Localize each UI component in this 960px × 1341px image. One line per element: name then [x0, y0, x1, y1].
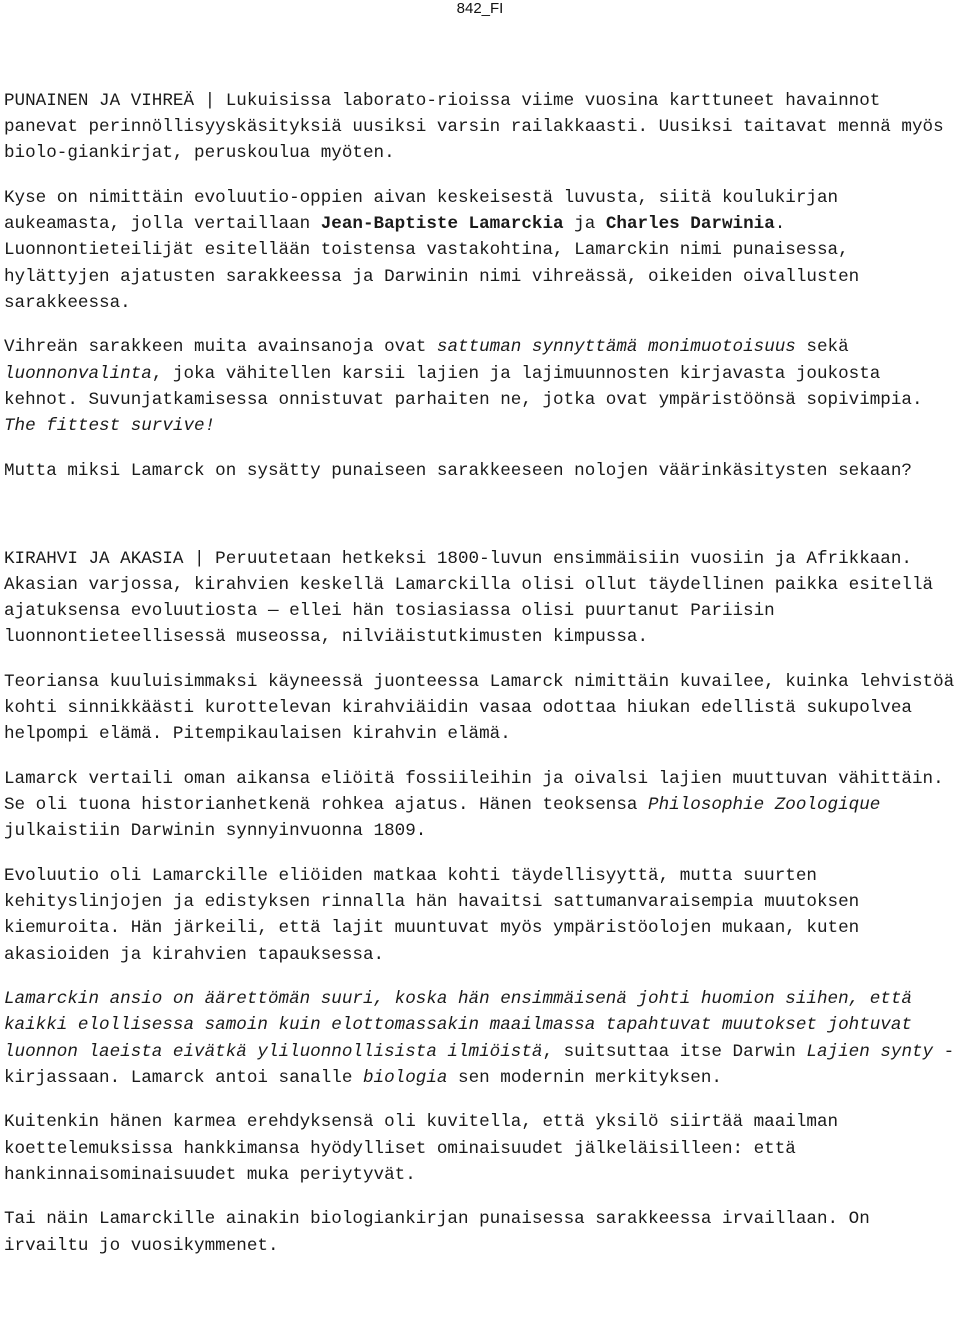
name-lamarck: Jean-Baptiste Lamarckia — [320, 214, 564, 235]
book-title-italic: Philosophie Zoologique — [648, 795, 881, 816]
quote-italic: Lamarckin ansio on äärettömän suuri, koska hän ensimmäisenä johti huomion siihen, että kaikki elollisessa samoin kuin elottomassakin maailmassa tapahtuvat muutokset johtuvat luonnon laeista eivätkä yliluonnollisista ilmiöistä — [4, 989, 912, 1062]
paragraph-giraffe-theory — [4, 669, 960, 748]
book-title-italic: Lajien synty — [806, 1041, 934, 1062]
term-italic: biologia — [362, 1067, 448, 1088]
paragraph-text: Tai näin Lamarckille ainakin biologiankirjan punaisessa sarakkeessa irvaillaan. On irvailtu jo vuosikymmenet. — [4, 1209, 870, 1256]
paragraph-text: Evoluutio oli Lamarckille eliöiden matkaa kohti täydellisyyttä, mutta suurten kehityslinjojen ja edistyksen rinnalla hän havaitsi sattumanvaraisempia muutoksen kiemuroita. Hän järkeili, että lajit muuntuvat myös ympäristöolojen mukaan, kuten akasioiden ja kirahvien tapauksessa. — [4, 866, 860, 965]
paragraph-error — [4, 1109, 960, 1188]
paragraph-text: , suitsuttaa itse Darwin — [542, 1041, 807, 1062]
page-title: 842_FI — [456, 0, 504, 17]
keyword-italic: sattuman synnyttämä monimuotoisuus — [436, 337, 796, 358]
paragraph-fossils — [4, 766, 960, 845]
paragraph-text: ja — [563, 214, 606, 235]
paragraph-closing — [4, 1206, 960, 1258]
paragraph-text: KIRAHVI JA AKASIA | Peruutetaan hetkeksi 1800-luvun ensimmäisiin vuosiin ja Afrikkaan. Akasian varjossa, kirahvien keskellä Lamarckilla olisi ollut täydellinen paikka esitellä ajatuksensa evoluutiosta — ellei hän tosiasiassa olisi puurtanut Pariisin luonnontieteellisessä museossa, nilviäistutkimusten kimpussa. — [4, 548, 934, 648]
page-header — [0, 0, 960, 22]
paragraph-kirahvi-ja-akasia — [4, 546, 960, 651]
paragraph-text: Lamarck vertaili oman aikansa eliöitä fossiileihin ja oivalsi lajien muuttuvan vähittäin. Se oli tuona historianhetkenä rohkea ajatus. Hänen teoksensa — [4, 769, 944, 816]
paragraph-text: PUNAINEN JA VIHREÄ | Lukuisissa laborato-rioissa viime vuosina karttuneet havainnot panevat perinnöllisyyskäsityksiä uusiksi varsin railakkaasti. Uusiksi taitavat mennä myös biolo-giankirjat, peruskoulua myöten. — [4, 91, 944, 164]
article-body — [4, 88, 960, 1277]
paragraph-text: Kyse on nimittäin evoluutio-oppien aivan keskeisestä luvusta, siitä koulukirjan aukeamasta, jolla vertaillaan — [4, 188, 839, 235]
paragraph-text: -kirjassaan. Lamarck antoi sanalle — [4, 1041, 955, 1088]
paragraph-evolution-perfection — [4, 863, 960, 968]
name-darwin: Charles Darwinia — [605, 214, 775, 235]
keyword-italic: luonnonvalinta — [4, 363, 152, 384]
paragraph-text: sen modernin merkityksen. — [447, 1067, 722, 1088]
paragraph-text: Kuitenkin hänen karmea erehdyksensä oli kuvitella, että yksilö siirtää maailman koettelemuksissa hankkimansa hyödylliset ominaisuudet jälkeläisilleen: että hankinnaisominaisuudet muka periytyvät. — [4, 1112, 839, 1185]
phrase-italic: The fittest survive! — [4, 416, 216, 437]
paragraph-text: . Luonnontieteilijät esitellään toistensa vastakohtina, Lamarckin nimi punaisessa, hylättyjen ajatusten sarakkeessa ja Darwinin nimi vihreässä, oikeiden oivallusten sarakkeessa. — [4, 214, 860, 313]
paragraph-text: sekä — [795, 337, 849, 358]
paragraph-darwin-quote — [4, 986, 960, 1091]
paragraph-punainen-ja-vihrea — [4, 88, 960, 167]
paragraph-text: Teoriansa kuuluisimmaksi käyneessä juonteessa Lamarck nimittäin kuvailee, kuinka lehvistöä kohti sinnikkäästi kurottelevan kirahviäidin vasaa odottaa hiukan edellistä sukupolvea helpompi elämä. Pitempikaulaisen kirahvin elämä. — [4, 672, 955, 745]
paragraph-question — [4, 458, 960, 484]
paragraph-text: julkaistiin Darwinin synnyinvuonna 1809. — [4, 821, 427, 842]
paragraph-text: Vihreän sarakkeen muita avainsanoja ovat — [4, 337, 437, 358]
paragraph-green-column-keywords — [4, 334, 960, 439]
paragraph-text: Mutta miksi Lamarck on sysätty punaiseen sarakkeeseen nolojen väärinkäsitysten sekaan? — [4, 460, 912, 481]
paragraph-text: , joka vähitellen karsii lajien ja lajimuunnosten kirjavasta joukosta kehnot. Suvunjatkamisessa onnistuvat parhaiten ne, jotka ovat ympäristöönsä sopivimpia. — [4, 363, 923, 410]
paragraph-lamarck-darwin-comparison — [4, 185, 960, 316]
